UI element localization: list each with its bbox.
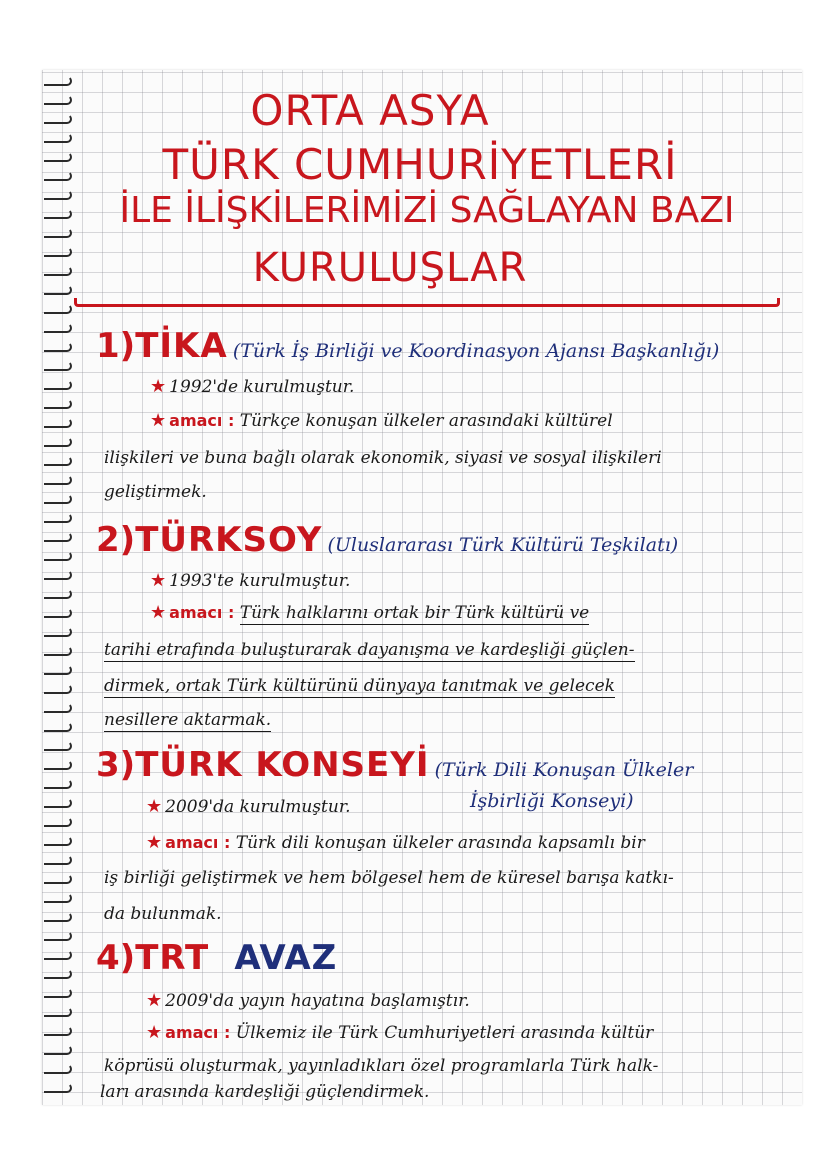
section-2-aim-text-2: tarihi etrafında buluşturarak dayanışma ve kardeşliği güçlen- bbox=[104, 640, 635, 660]
section-2-number: 2) bbox=[96, 520, 136, 560]
spiral-ring bbox=[44, 1045, 72, 1055]
spiral-ring bbox=[44, 741, 72, 751]
title-underline bbox=[74, 298, 780, 307]
section-3-founded bbox=[146, 796, 351, 817]
section-1-number: 1) bbox=[96, 326, 136, 366]
spiral-ring bbox=[44, 266, 72, 276]
star-icon: ★ bbox=[146, 796, 163, 817]
spiral-binding bbox=[42, 70, 76, 1105]
section-4-aim-line-2: köprüsü oluşturmak, yayınladıkları özel programlarla Türk halk- bbox=[104, 1056, 659, 1076]
section-3-aim-label: amacı : bbox=[165, 833, 231, 852]
section-4-founded bbox=[146, 990, 470, 1011]
section-2-aim-text-4: nesillere aktarmak. bbox=[104, 710, 272, 730]
spiral-ring bbox=[44, 437, 72, 447]
spiral-ring bbox=[44, 855, 72, 865]
spiral-ring bbox=[44, 304, 72, 314]
section-4-number: 4) bbox=[96, 938, 136, 978]
spiral-ring bbox=[44, 684, 72, 694]
spiral-ring bbox=[44, 703, 72, 713]
spiral-ring bbox=[44, 912, 72, 922]
section-2-heading bbox=[96, 520, 678, 560]
spiral-ring bbox=[44, 399, 72, 409]
star-icon: ★ bbox=[146, 832, 163, 853]
section-1-aim-text-1: Türkçe konuşan ülkeler arasındaki kültürel bbox=[239, 411, 613, 431]
spiral-ring bbox=[44, 532, 72, 542]
spiral-ring bbox=[44, 361, 72, 371]
title-line-1: ORTA ASYA bbox=[250, 86, 490, 135]
spiral-ring bbox=[44, 874, 72, 884]
spiral-ring bbox=[44, 475, 72, 485]
spiral-ring bbox=[44, 513, 72, 523]
spiral-ring bbox=[44, 152, 72, 162]
star-icon: ★ bbox=[146, 1022, 163, 1043]
spiral-ring bbox=[44, 1083, 72, 1093]
section-1-aim-line-3: geliştirmek. bbox=[104, 482, 207, 502]
section-2-founded-text: 1993'te kurulmuştur. bbox=[169, 571, 351, 591]
spiral-ring bbox=[44, 589, 72, 599]
spiral-ring bbox=[44, 323, 72, 333]
section-2-aim-line-3 bbox=[104, 676, 615, 696]
section-2-aim-label: amacı : bbox=[169, 603, 235, 622]
section-2-aim-line-4 bbox=[104, 710, 271, 730]
spiral-ring bbox=[44, 817, 72, 827]
spiral-ring bbox=[44, 608, 72, 618]
section-3-name: TÜRK KONSEYİ bbox=[135, 745, 430, 785]
spiral-ring bbox=[44, 228, 72, 238]
spiral-ring bbox=[44, 1007, 72, 1017]
spiral-ring bbox=[44, 494, 72, 504]
section-4-founded-text: 2009'da yayın hayatına başlamıştır. bbox=[165, 991, 470, 1011]
section-4-heading bbox=[96, 938, 337, 978]
spiral-ring bbox=[44, 247, 72, 257]
spiral-ring bbox=[44, 285, 72, 295]
spiral-ring bbox=[44, 950, 72, 960]
section-2-subtitle: (Uluslararası Türk Kültürü Teşkilatı) bbox=[327, 534, 679, 556]
spiral-ring bbox=[44, 171, 72, 181]
section-4-aim-line-3: ları arasında kardeşliği güçlendirmek. bbox=[100, 1082, 430, 1102]
spiral-ring bbox=[44, 95, 72, 105]
section-2-aim-line-2 bbox=[104, 640, 635, 660]
star-icon: ★ bbox=[150, 602, 167, 623]
section-3-subtitle: (Türk Dili Konuşan Ülkeler bbox=[434, 759, 694, 781]
section-3-number: 3) bbox=[96, 745, 136, 785]
section-2-name: TÜRKSOY bbox=[135, 520, 323, 560]
section-3-heading bbox=[96, 745, 693, 785]
spiral-ring bbox=[44, 209, 72, 219]
section-1-heading bbox=[96, 326, 719, 366]
section-4-aim-text-1: Ülkemiz ile Türk Cumhuriyetleri arasında kültür bbox=[235, 1023, 654, 1043]
section-3-aim-line-3: da bulunmak. bbox=[104, 904, 222, 924]
spiral-ring bbox=[44, 114, 72, 124]
section-4-name-part1: TRT bbox=[135, 938, 210, 978]
section-1-aim-line-1 bbox=[150, 410, 613, 431]
spiral-ring bbox=[44, 551, 72, 561]
section-2-aim-text-1: Türk halklarını ortak bir Türk kültürü ve bbox=[239, 603, 590, 623]
star-icon: ★ bbox=[150, 570, 167, 591]
spiral-ring bbox=[44, 931, 72, 941]
spiral-ring bbox=[44, 779, 72, 789]
spiral-ring bbox=[44, 760, 72, 770]
star-icon: ★ bbox=[150, 410, 167, 431]
spiral-ring bbox=[44, 418, 72, 428]
title-line-3: İLE İLİŞKİLERİMİZİ SAĞLAYAN BAZI bbox=[119, 190, 735, 231]
section-1-founded-text: 1992'de kurulmuştur. bbox=[169, 377, 355, 397]
section-4-aim-label: amacı : bbox=[165, 1023, 231, 1042]
section-4-aim-line-1 bbox=[146, 1022, 653, 1043]
spiral-ring bbox=[44, 893, 72, 903]
spiral-ring bbox=[44, 380, 72, 390]
spiral-ring bbox=[44, 1064, 72, 1074]
spiral-ring bbox=[44, 722, 72, 732]
spiral-ring bbox=[44, 646, 72, 656]
spiral-ring bbox=[44, 570, 72, 580]
title-line-2: TÜRK CUMHURİYETLERİ bbox=[162, 140, 678, 189]
section-3-aim-line-1 bbox=[146, 832, 645, 853]
spiral-ring bbox=[44, 190, 72, 200]
spiral-ring bbox=[44, 133, 72, 143]
spiral-ring bbox=[44, 1026, 72, 1036]
section-3-aim-line-2: iş birliği geliştirmek ve hem bölgesel hem de küresel barışa katkı- bbox=[104, 868, 674, 888]
star-icon: ★ bbox=[146, 990, 163, 1011]
section-1-aim-label: amacı : bbox=[169, 411, 235, 430]
section-1-founded bbox=[150, 376, 354, 397]
spiral-ring bbox=[44, 988, 72, 998]
spiral-ring bbox=[44, 456, 72, 466]
section-3-aim-text-1: Türk dili konuşan ülkeler arasında kapsamlı bir bbox=[235, 833, 645, 853]
spiral-ring bbox=[44, 627, 72, 637]
spiral-ring bbox=[44, 342, 72, 352]
spiral-ring bbox=[44, 798, 72, 808]
section-4-name-part2: AVAZ bbox=[234, 938, 338, 978]
spiral-ring bbox=[44, 836, 72, 846]
section-1-subtitle: (Türk İş Birliği ve Koordinasyon Ajansı Başkanlığı) bbox=[232, 340, 720, 362]
section-2-aim-line-1 bbox=[150, 602, 589, 623]
title-line-4: KURULUŞLAR bbox=[252, 245, 528, 291]
star-icon: ★ bbox=[150, 376, 167, 397]
section-3-founded-text: 2009'da kurulmuştur. bbox=[165, 797, 351, 817]
spiral-ring bbox=[44, 665, 72, 675]
spiral-ring bbox=[44, 76, 72, 86]
section-1-aim-line-2: ilişkileri ve buna bağlı olarak ekonomik, siyasi ve sosyal ilişkileri bbox=[104, 448, 662, 468]
section-1-name: TİKA bbox=[135, 326, 228, 366]
section-2-aim-text-3: dirmek, ortak Türk kültürünü dünyaya tanıtmak ve gelecek bbox=[104, 676, 615, 696]
section-2-founded bbox=[150, 570, 350, 591]
section-3-subtitle-2: İşbirliği Konseyi) bbox=[470, 790, 634, 812]
spiral-ring bbox=[44, 969, 72, 979]
